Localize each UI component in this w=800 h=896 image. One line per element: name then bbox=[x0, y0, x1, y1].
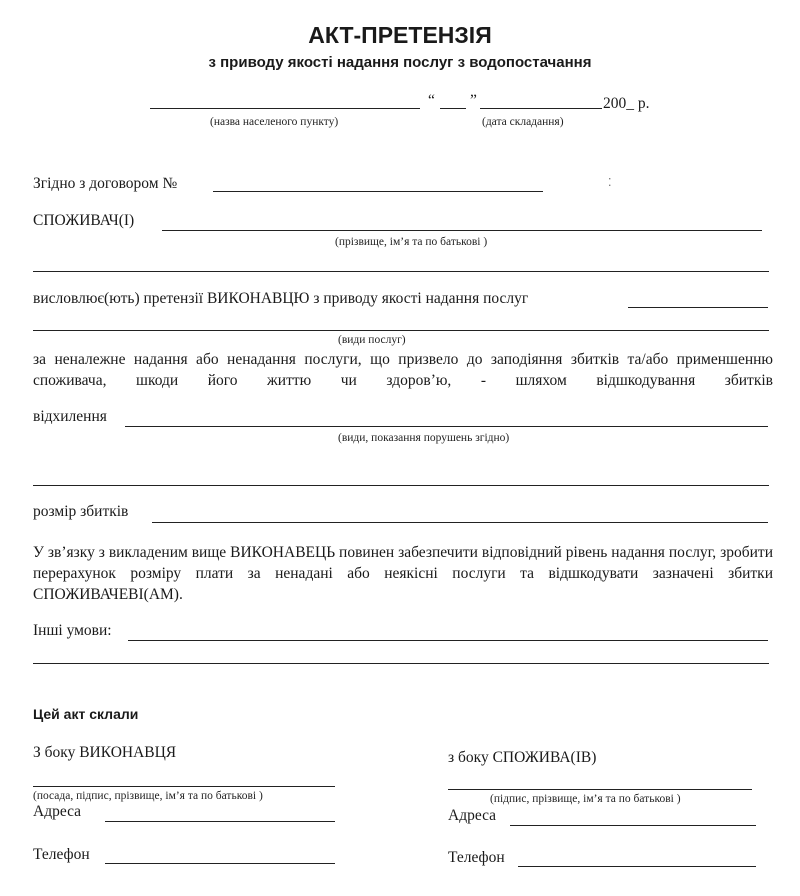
document-subtitle: з приводу якості надання послуг з водопостачання bbox=[208, 54, 592, 71]
place-input-line[interactable] bbox=[150, 108, 420, 109]
date-caption: (дата складання) bbox=[482, 116, 564, 128]
executor-signature-line[interactable] bbox=[33, 786, 335, 787]
place-caption: (назва населеного пункту) bbox=[210, 116, 339, 128]
damage-label: розмір збитків bbox=[33, 503, 129, 520]
claim-label: висловлює(ють) претензії ВИКОНАВЦЮ з приводу якості надання послуг bbox=[33, 290, 529, 307]
consumer-address-line[interactable] bbox=[510, 825, 756, 826]
executor-caption: (посада, підпис, прізвище, ім’я та по батькові ) bbox=[33, 790, 263, 802]
deviation-caption: (види, показання порушень згідно) bbox=[338, 432, 510, 444]
consumer-caption: (прізвище, ім’я та по батькові ) bbox=[335, 236, 488, 248]
contract-label: Згідно з договором № bbox=[33, 175, 178, 192]
executor-phone-line[interactable] bbox=[105, 863, 335, 864]
service-type-line[interactable] bbox=[628, 307, 768, 308]
executor-address-line[interactable] bbox=[105, 821, 335, 822]
executor-phone-label: Телефон bbox=[33, 846, 90, 863]
consumer-phone-label: Телефон bbox=[448, 849, 505, 866]
day-input-line[interactable] bbox=[440, 108, 466, 109]
signatures-heading: Цей акт склали bbox=[33, 706, 139, 722]
violation-paragraph: за неналежне надання або ненадання послуги, що призвело до заподіяння збитків та/або применшенню споживача, шкоди його життю чи здоров’ю, - шляхом відшкодування збитків bbox=[33, 351, 773, 389]
month-input-line[interactable] bbox=[480, 108, 602, 109]
other-conditions-line-2[interactable] bbox=[33, 663, 769, 664]
consumer-extra-line[interactable] bbox=[33, 271, 769, 272]
damage-amount-line[interactable] bbox=[152, 522, 768, 523]
consumer-signature-line[interactable] bbox=[448, 789, 752, 790]
executor-address-label: Адреса bbox=[33, 803, 82, 820]
document-title: АКТ-ПРЕТЕНЗІЯ bbox=[308, 22, 492, 48]
deviation-line[interactable] bbox=[125, 426, 768, 427]
consumer-sign-label: з боку СПОЖИВА(ІВ) bbox=[448, 749, 597, 766]
consumer-label: СПОЖИВАЧ(І) bbox=[33, 212, 135, 229]
quote-open: “ bbox=[428, 92, 435, 109]
contract-number-line[interactable] bbox=[213, 191, 543, 192]
executor-label: З боку ВИКОНАВЦЯ bbox=[33, 744, 177, 761]
other-conditions-label: Інші умови: bbox=[33, 622, 112, 639]
consumer-address-label: Адреса bbox=[448, 807, 497, 824]
service-caption: (види послуг) bbox=[338, 334, 406, 346]
deviation-extra-line[interactable] bbox=[33, 485, 769, 486]
consumer-name-line[interactable] bbox=[162, 230, 762, 231]
year-suffix: 200_ р. bbox=[603, 95, 650, 112]
deviation-label: відхилення bbox=[33, 408, 107, 425]
other-conditions-line[interactable] bbox=[128, 640, 768, 641]
service-type-line-2[interactable] bbox=[33, 330, 769, 331]
scan-speck: ⁚ bbox=[608, 177, 612, 189]
consumer-phone-line[interactable] bbox=[518, 866, 756, 867]
quote-close: ” bbox=[470, 92, 477, 109]
obligation-paragraph: У зв’язку з викладеним вище ВИКОНАВЕЦЬ повинен забезпечити відповідний рівень надання послуг, зробити перерахунок розміру плати за ненадані або неякісні послуги та відшкодувати зазначені збитки СПОЖИВАЧЕВІ(АМ). bbox=[33, 544, 773, 603]
consumer-sign-caption: (підпис, прізвище, ім’я та по батькові ) bbox=[490, 793, 681, 805]
